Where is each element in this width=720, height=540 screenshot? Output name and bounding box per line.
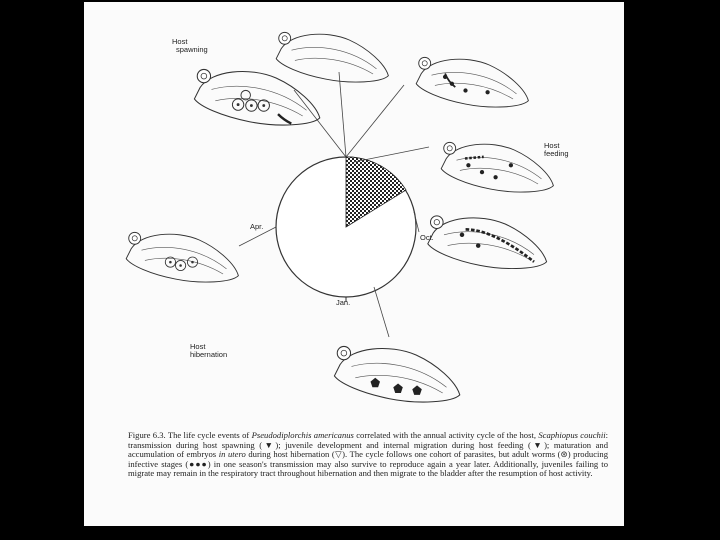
caption-figure-number: Figure 6.3.: [128, 430, 166, 440]
label-oct: Oct.: [420, 233, 434, 242]
label-jan: Jan.: [336, 298, 351, 307]
figure-scan: [84, 2, 624, 526]
frog-hibernation: [334, 346, 459, 402]
figure-caption: Figure 6.3. The life cycle events of Pseudodiplorchis americanus correlated with the annual activity cycle of the host, Scaphiopus couchii: transmission during host spawning (▼); juvenile development and internal migration during host feeding (▼); maturation and accumulation of embryos in utero during host hibernation (▽). The cycle follows one cohort of parasites, but adult worms (⊛) producing infective stages (●●●) in one season's transmission may also survive to reproduce again a year later. Additionally, juveniles failing to migrate may remain in the respiratory tract throughout hibernation and then migrate to the bladder after the resumption of host activity.: [128, 430, 608, 479]
frog-feeding: [441, 142, 553, 192]
frog-early-feeding: [416, 57, 528, 107]
frog-late-feeding: [428, 216, 547, 269]
frog-spawning: [194, 69, 319, 125]
frog-spawning-top: [276, 32, 388, 82]
label-host-hibernation: Host hibernation: [190, 342, 228, 359]
label-host-spawning: Host spawning: [172, 37, 208, 54]
frog-hibernation-left: [126, 232, 238, 282]
label-apr: Apr.: [250, 222, 264, 231]
annual-cycle-pie: [276, 157, 416, 302]
label-host-feeding: Host feeding: [544, 141, 569, 158]
